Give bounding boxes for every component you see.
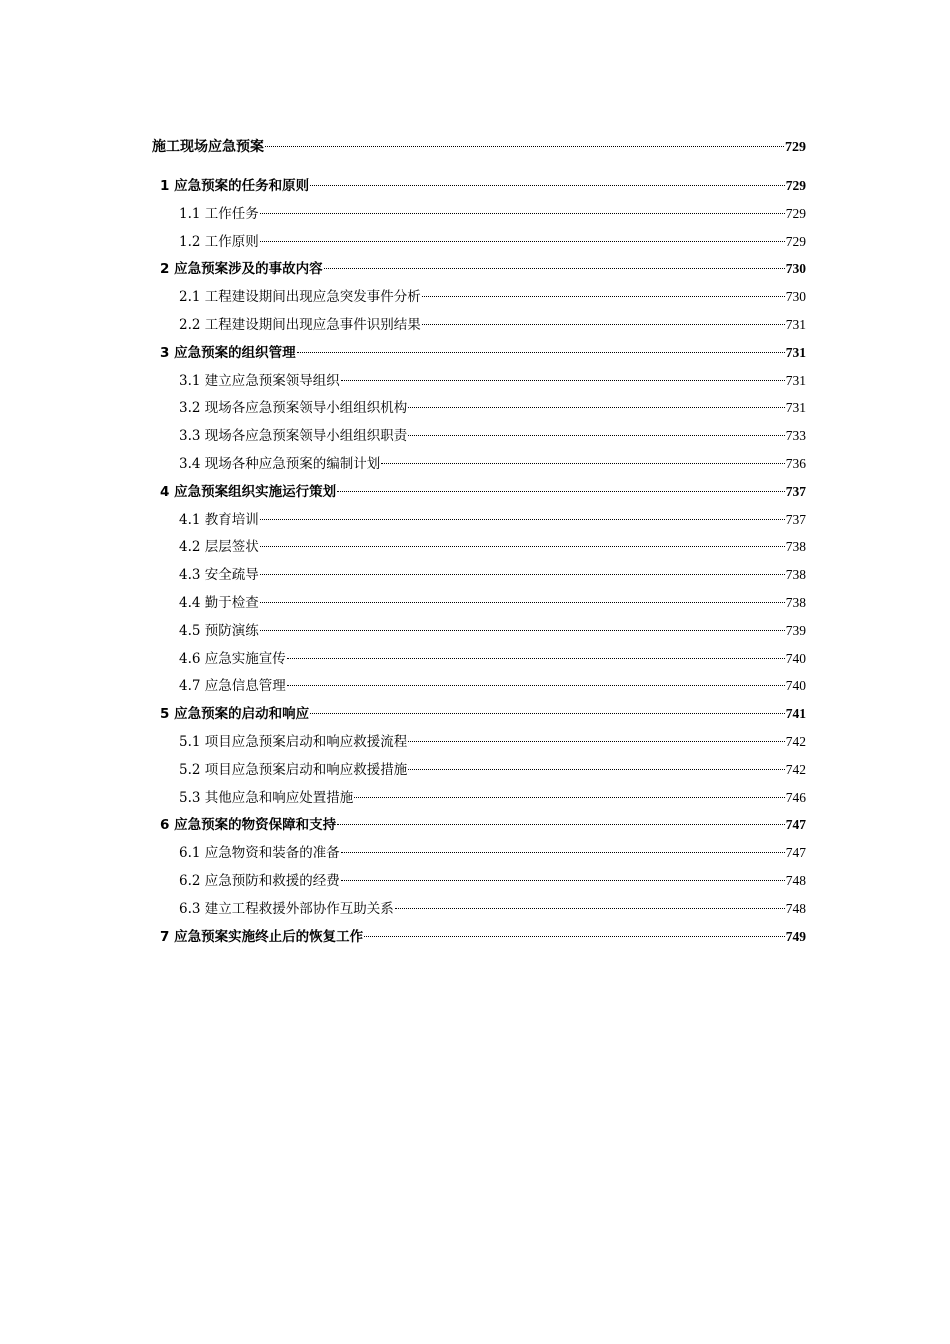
toc-page-number: 747 <box>785 845 806 861</box>
toc-page-number: 733 <box>785 428 806 444</box>
toc-entry[interactable] <box>152 422 806 450</box>
toc-entry[interactable] <box>152 283 806 311</box>
toc-entry[interactable] <box>152 672 806 700</box>
toc-entry-text: 3.3 现场各应急预案领导小组组织职责 <box>179 428 408 445</box>
toc-entry[interactable] <box>152 228 806 256</box>
toc-leader-dots <box>341 880 785 881</box>
toc-page-number: 738 <box>785 594 806 610</box>
toc-page-number: 740 <box>785 650 806 666</box>
toc-page-number: 747 <box>785 817 806 833</box>
toc-leader-dots <box>337 824 785 825</box>
toc-page-number: 729 <box>785 140 806 155</box>
toc-entry[interactable] <box>152 756 806 784</box>
toc-leader-dots <box>324 268 785 269</box>
toc-leader-dots <box>341 852 785 853</box>
toc-entry-text: 5.2 项目应急预案启动和响应救援措施 <box>179 761 408 778</box>
toc-page-number: 731 <box>785 372 806 388</box>
toc-entry[interactable] <box>152 255 806 283</box>
toc-entry-list <box>152 172 806 950</box>
toc-entry[interactable] <box>152 200 806 228</box>
toc-title: 施工现场应急预案 <box>152 139 264 155</box>
toc-leader-dots <box>422 296 785 297</box>
toc-page-number: 739 <box>785 622 806 638</box>
toc-leader-dots <box>297 352 785 353</box>
toc-entry[interactable] <box>152 645 806 673</box>
toc-leader-dots <box>337 491 785 492</box>
toc-leader-dots <box>408 769 784 770</box>
toc-entry-text: 2.1 工程建设期间出现应急突发事件分析 <box>179 289 421 306</box>
toc-entry-text: 3 应急预案的组织管理 <box>160 344 296 361</box>
toc-leader-dots <box>408 435 784 436</box>
toc-leader-dots <box>260 574 785 575</box>
toc-entry-text: 6.3 建立工程救援外部协作互助关系 <box>179 900 394 917</box>
toc-entry-text: 2.2 工程建设期间出现应急事件识别结果 <box>179 316 421 333</box>
toc-entry-text: 4.6 应急实施宣传 <box>179 650 286 667</box>
toc-entry-text: 4.2 层层签状 <box>179 539 259 556</box>
toc-page-number: 729 <box>785 178 806 193</box>
toc-entry-text: 7 应急预案实施终止后的恢复工作 <box>160 928 364 945</box>
toc-entry-text: 4.1 教育培训 <box>179 511 259 528</box>
toc-page-number: 730 <box>785 261 806 277</box>
toc-leader-dots <box>395 908 785 909</box>
toc-entry[interactable] <box>152 811 806 839</box>
toc-entry[interactable] <box>152 506 806 534</box>
toc-entry-text: 1.2 工作原则 <box>179 233 259 250</box>
toc-entry-text: 6.2 应急预防和救援的经费 <box>179 872 340 889</box>
toc-entry-text: 4 应急预案组织实施运行策划 <box>160 483 337 500</box>
toc-page-number: 729 <box>785 205 806 221</box>
toc-leader-dots <box>310 185 785 186</box>
toc-entry-text: 4.5 预防演练 <box>179 622 259 639</box>
toc-leader-dots <box>422 324 785 325</box>
toc-entry[interactable] <box>152 172 806 200</box>
toc-entry-text: 1.1 工作任务 <box>179 205 259 222</box>
toc-entry[interactable] <box>152 867 806 895</box>
toc-page-number: 749 <box>785 928 806 944</box>
toc-page-number: 737 <box>785 483 806 499</box>
toc-entry[interactable] <box>152 533 806 561</box>
toc-page-number: 731 <box>785 344 806 360</box>
toc-title-row[interactable] <box>152 136 806 172</box>
toc-leader-dots <box>408 407 784 408</box>
toc-page-number: 741 <box>785 706 806 722</box>
toc-page-number: 740 <box>785 678 806 694</box>
toc-entry-text: 4.7 应急信息管理 <box>179 678 286 695</box>
toc-leader-dots <box>381 463 784 464</box>
table-of-contents <box>152 136 806 950</box>
toc-leader-dots <box>260 630 785 631</box>
toc-entry[interactable] <box>152 895 806 923</box>
toc-page-number: 736 <box>785 455 806 471</box>
toc-leader-dots <box>287 658 785 659</box>
toc-entry[interactable] <box>152 839 806 867</box>
toc-entry-text: 3.1 建立应急预案领导组织 <box>179 372 340 389</box>
toc-leader-dots <box>354 797 784 798</box>
toc-entry[interactable] <box>152 589 806 617</box>
toc-entry-text: 2 应急预案涉及的事故内容 <box>160 261 323 278</box>
toc-page-number: 730 <box>785 289 806 305</box>
toc-page-number: 737 <box>785 511 806 527</box>
toc-leader-dots <box>260 546 785 547</box>
toc-entry[interactable] <box>152 478 806 506</box>
toc-entry[interactable] <box>152 784 806 812</box>
toc-page-number: 748 <box>785 872 806 888</box>
toc-entry-text: 5 应急预案的启动和响应 <box>160 706 310 723</box>
toc-entry[interactable] <box>152 617 806 645</box>
toc-entry[interactable] <box>152 923 806 951</box>
toc-page-number: 731 <box>785 400 806 416</box>
toc-page-number: 729 <box>785 233 806 249</box>
toc-entry[interactable] <box>152 394 806 422</box>
toc-leader-dots <box>260 519 785 520</box>
toc-leader-dots <box>265 146 784 147</box>
toc-leader-dots <box>260 241 785 242</box>
toc-leader-dots <box>341 380 785 381</box>
toc-entry-text: 1 应急预案的任务和原则 <box>160 178 310 194</box>
toc-leader-dots <box>408 741 784 742</box>
toc-entry[interactable] <box>152 700 806 728</box>
toc-entry-text: 6.1 应急物资和装备的准备 <box>179 845 340 862</box>
toc-entry[interactable] <box>152 367 806 395</box>
toc-entry-text: 5.3 其他应急和响应处置措施 <box>179 789 354 806</box>
toc-entry[interactable] <box>152 339 806 367</box>
toc-page-number: 738 <box>785 567 806 583</box>
toc-leader-dots <box>364 936 785 937</box>
toc-entry-text: 3.2 现场各应急预案领导小组组织机构 <box>179 400 408 417</box>
toc-entry-text: 3.4 现场各种应急预案的编制计划 <box>179 455 381 472</box>
toc-leader-dots <box>260 213 785 214</box>
toc-entry[interactable] <box>152 728 806 756</box>
toc-entry-text: 4.3 安全疏导 <box>179 567 259 584</box>
toc-page-number: 748 <box>785 900 806 916</box>
toc-page-number: 731 <box>785 316 806 332</box>
toc-page-number: 742 <box>785 761 806 777</box>
toc-entry[interactable] <box>152 450 806 478</box>
toc-leader-dots <box>287 685 785 686</box>
toc-leader-dots <box>260 602 785 603</box>
toc-page-number: 738 <box>785 539 806 555</box>
toc-entry-text: 4.4 勤于检查 <box>179 594 259 611</box>
toc-entry[interactable] <box>152 561 806 589</box>
toc-entry-text: 5.1 项目应急预案启动和响应救援流程 <box>179 733 408 750</box>
toc-leader-dots <box>310 713 785 714</box>
toc-entry-text: 6 应急预案的物资保障和支持 <box>160 817 337 834</box>
toc-page-number: 746 <box>785 789 806 805</box>
toc-page-number: 742 <box>785 733 806 749</box>
toc-entry[interactable] <box>152 311 806 339</box>
